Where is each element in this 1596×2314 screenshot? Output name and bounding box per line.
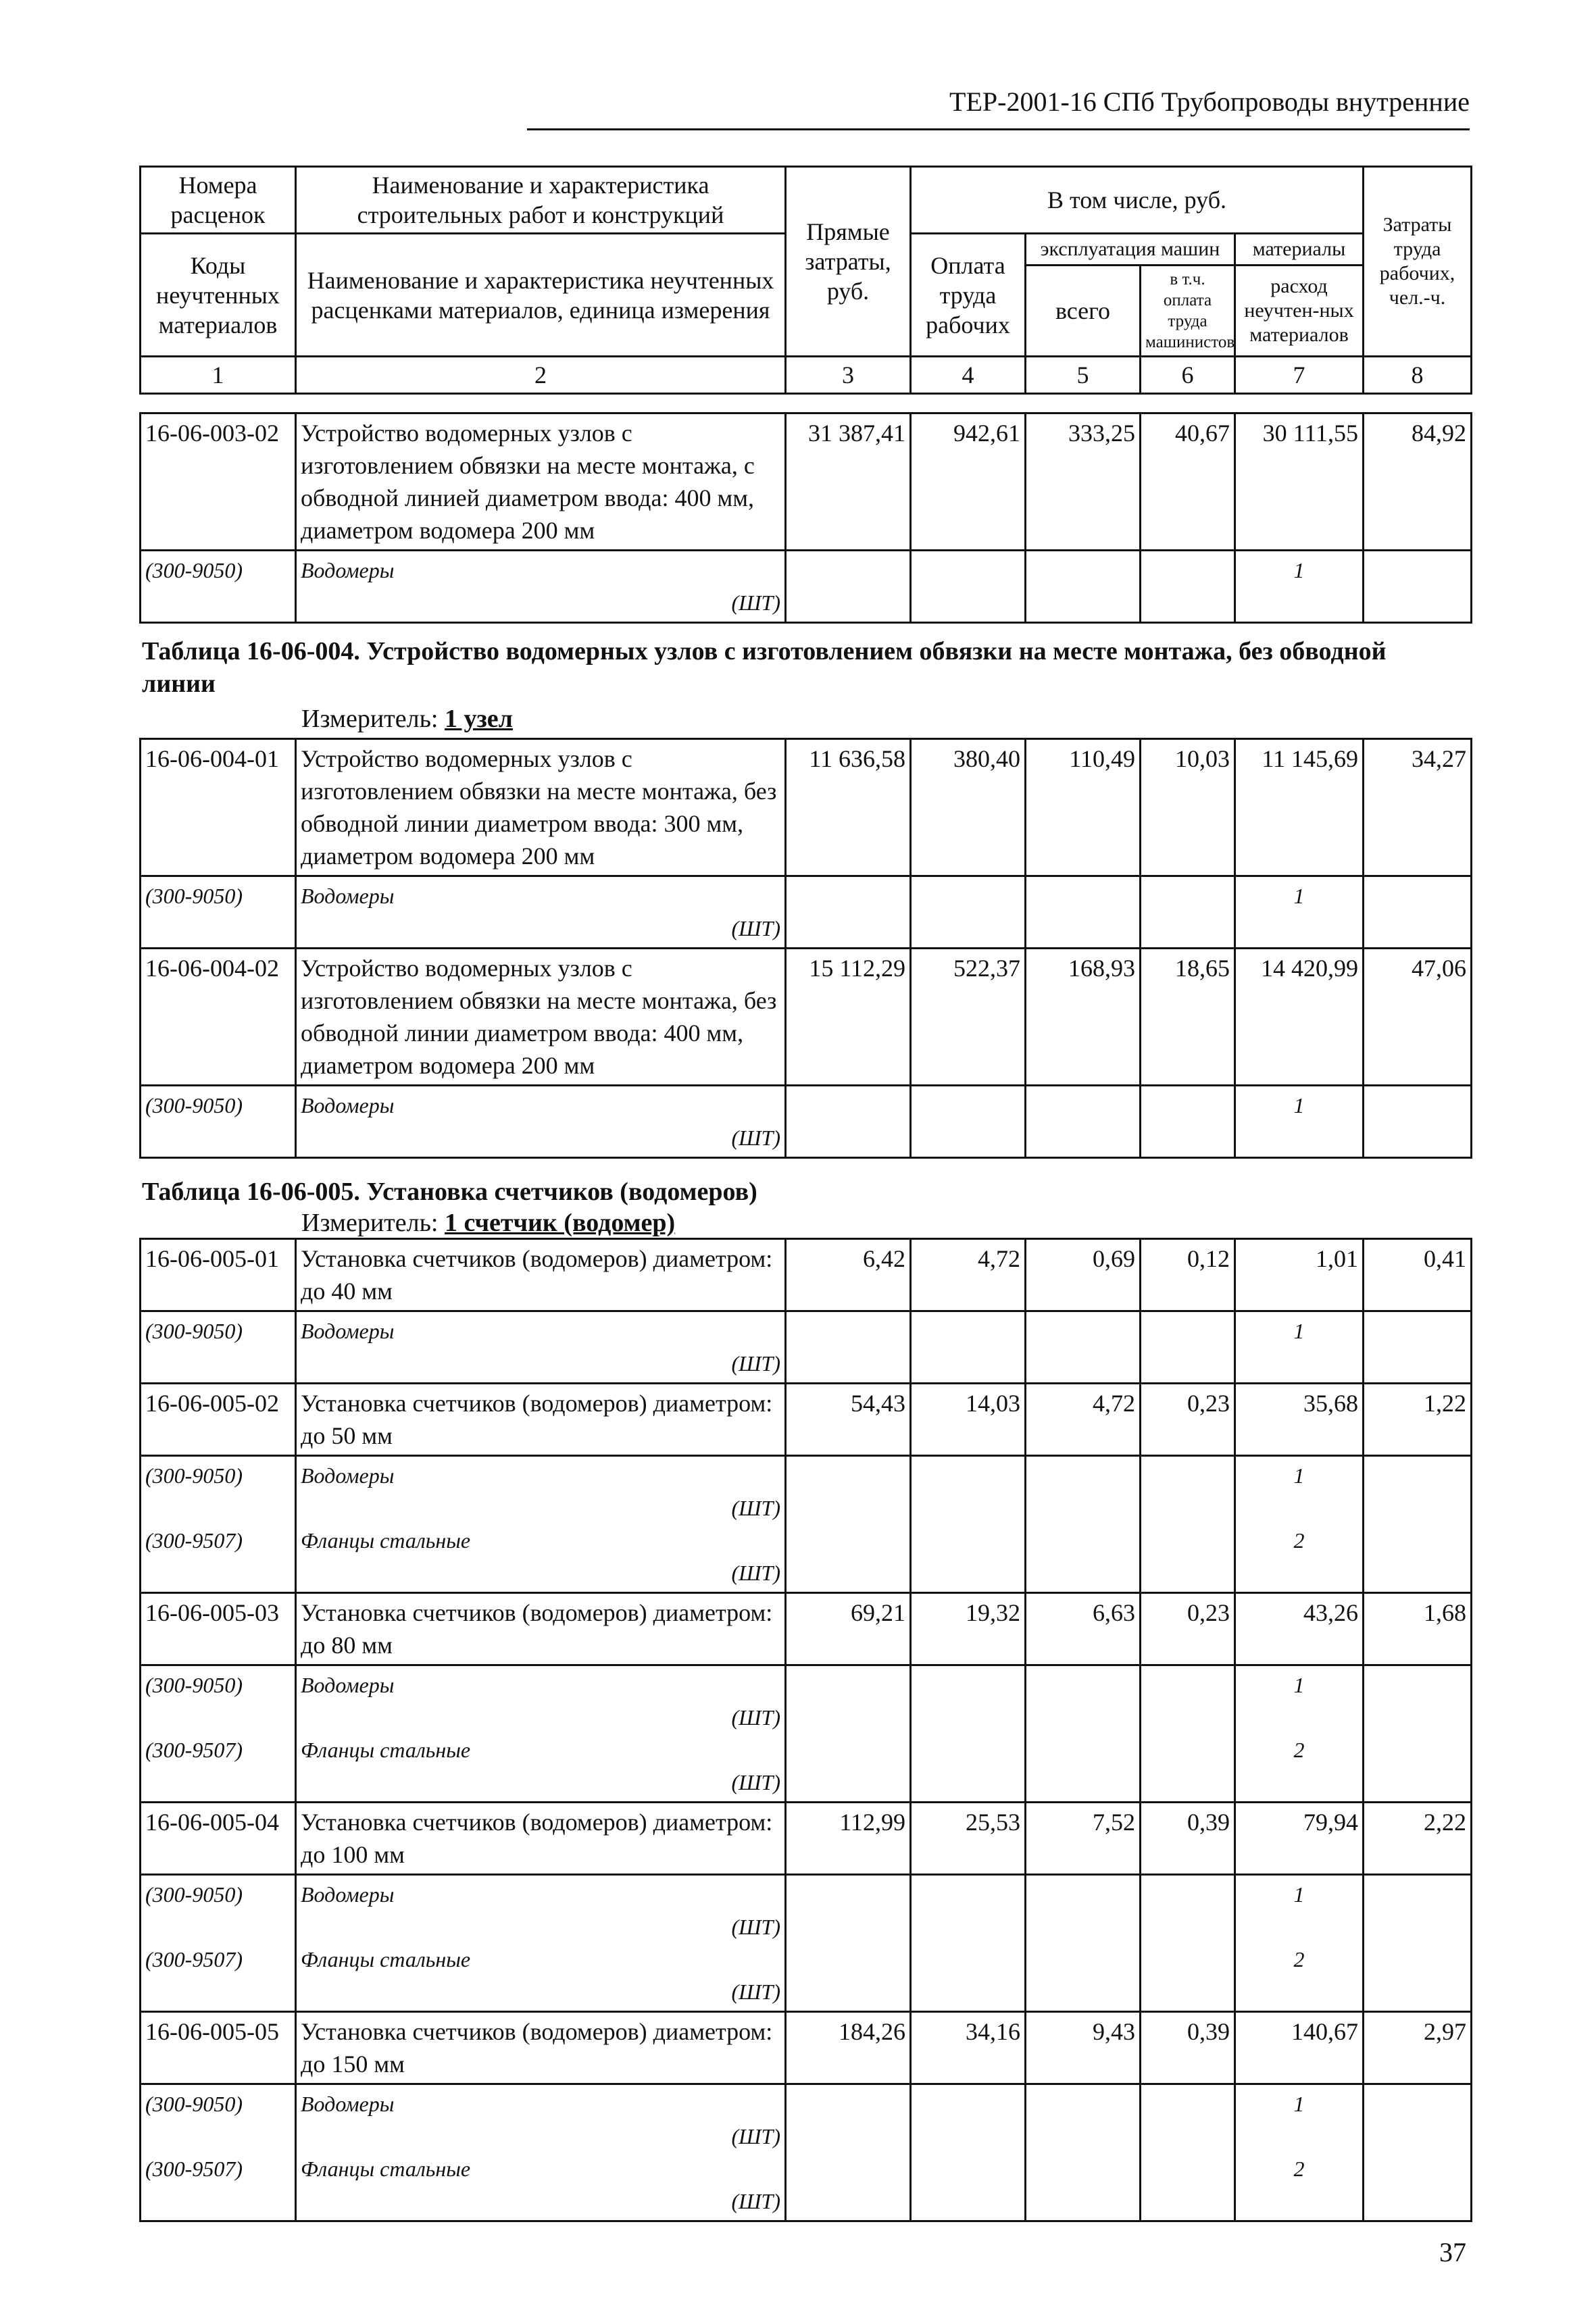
header-col-number: 8 [1364,357,1472,394]
materials-cost: 30 111,55 [1235,413,1364,551]
rate-code: 16-06-004-02 [141,949,296,1086]
labor-hours: 84,92 [1364,413,1472,551]
material-unit: (ШТ) [731,2189,780,2213]
material-code: (300-9050) [141,1311,296,1384]
rate-code: 16-06-003-02 [141,413,296,551]
header-machines-total: всего [1026,266,1141,357]
material-name: Водомеры [301,1319,395,1343]
material-row [141,1875,1472,2012]
machines-total: 7,52 [1026,1803,1141,1875]
material-quantity [1235,2084,1364,2221]
operator-pay: 0,39 [1141,2012,1235,2084]
materials-cost: 43,26 [1235,1593,1364,1665]
page-number: 37 [1439,2237,1466,2267]
labor-hours: 2,97 [1364,2012,1472,2084]
operator-pay: 10,03 [1141,739,1235,876]
machines-total: 4,72 [1026,1384,1141,1456]
material-code [141,2084,296,2221]
machines-total: 6,63 [1026,1593,1141,1665]
rate-name: Устройство водомерных узлов с изготовлением обвязки на месте монтажа, без обводной линии диаметром ввода: 400 мм, диаметром водомера 200 мм [296,949,786,1086]
material-code-2: (300-9507) [145,1947,243,1971]
operator-pay: 0,23 [1141,1384,1235,1456]
header-materials: материалы [1235,234,1364,266]
header-operator-pay: в т.ч. оплата труда машинистов [1141,266,1235,357]
header-col-number: 5 [1026,357,1141,394]
table-row [141,739,1472,876]
labor-pay: 34,16 [911,2012,1026,2084]
material-row [141,1665,1472,1803]
material-quantity-1: 1 [1293,2092,1305,2116]
labor-pay: 942,61 [911,413,1026,551]
labor-hours: 1,68 [1364,1593,1472,1665]
material-code [141,1665,296,1803]
rate-code: 16-06-005-05 [141,2012,296,2084]
labor-pay: 522,37 [911,949,1026,1086]
header-unaccounted-materials: расход неучтен-ных материалов [1235,266,1364,357]
machines-total: 333,25 [1026,413,1141,551]
table-caption: Таблица 16-06-005. Установка счетчиков (водомеров) [142,1178,757,1206]
materials-cost: 140,67 [1235,2012,1364,2084]
material-quantity [1235,1875,1364,2012]
rate-name: Устройство водомерных узлов с изготовлением обвязки на месте монтажа, без обводной линии диаметром ввода: 300 мм, диаметром водомера 200 мм [296,739,786,876]
operator-pay: 0,39 [1141,1803,1235,1875]
header-labor-pay: Оплата труда рабочих [911,234,1026,357]
materials-cost: 11 145,69 [1235,739,1364,876]
table-row [141,1239,1472,1311]
header-codes: Номера расценок [141,167,296,234]
material-name: Фланцы стальные [301,2157,471,2181]
rates-table-16-06-004 [139,738,1472,1159]
material-quantity: 1 [1235,1311,1364,1384]
header-including: В том числе, руб. [911,167,1364,234]
materials-cost: 79,94 [1235,1803,1364,1875]
rates-table-16-06-005 [139,1238,1472,2222]
material-quantity: 1 [1235,551,1364,623]
rate-name: Установка счетчиков (водомеров) диаметром: до 100 мм [296,1803,786,1875]
material-code-1: (300-9050) [145,1882,243,1907]
header-direct-costs: Прямые затраты, руб. [786,167,911,357]
machines-total: 168,93 [1026,949,1141,1086]
material-row [141,2084,1472,2221]
direct-costs: 15 112,29 [786,949,911,1086]
material-unit: (ШТ) [731,1770,780,1794]
operator-pay: 0,12 [1141,1239,1235,1311]
header-col-number: 7 [1235,357,1364,394]
materials-cost: 1,01 [1235,1239,1364,1311]
labor-hours: 47,06 [1364,949,1472,1086]
material-unit: (ШТ) [731,1496,780,1520]
table-row [141,949,1472,1086]
labor-pay: 25,53 [911,1803,1026,1875]
header-col-number: 2 [296,357,786,394]
material-quantity-1: 1 [1293,1463,1305,1488]
material-code: (300-9050) [141,876,296,949]
material-quantity-1: 1 [1293,1882,1305,1907]
labor-hours: 1,22 [1364,1384,1472,1456]
material-unit: (ШТ) [731,916,780,940]
material-code [141,1875,296,2012]
material-quantity: 1 [1235,1086,1364,1158]
material-name: Водомеры [301,1882,395,1907]
material-code-2: (300-9507) [145,1528,243,1553]
labor-hours: 34,27 [1364,739,1472,876]
labor-pay: 14,03 [911,1384,1026,1456]
rate-code: 16-06-005-01 [141,1239,296,1311]
material-unit: (ШТ) [731,1561,780,1585]
material-row [141,876,1472,949]
measure-unit [301,703,513,735]
labor-hours: 0,41 [1364,1239,1472,1311]
material-unit: (ШТ) [731,2124,780,2148]
material-code-2: (300-9507) [145,1738,243,1762]
material-name: Водомеры [301,2092,395,2116]
material-quantity-2: 2 [1293,1738,1305,1762]
operator-pay: 40,67 [1141,413,1235,551]
rate-name: Установка счетчиков (водомеров) диаметром: до 50 мм [296,1384,786,1456]
header-col-number: 4 [911,357,1026,394]
material-name: Водомеры [301,884,395,908]
header-col-number: 1 [141,357,296,394]
table-row [141,1803,1472,1875]
material-unit: (ШТ) [731,1980,780,2004]
material-name: Водомеры [301,1463,395,1488]
operator-pay: 18,65 [1141,949,1235,1086]
direct-costs: 112,99 [786,1803,911,1875]
materials-cost: 35,68 [1235,1384,1364,1456]
measure-unit [301,1207,675,1239]
material-row [141,1456,1472,1593]
table-caption: Таблица 16-06-004. Устройство водомерных узлов с изготовлением обвязки на месте монтажа, без обводной линии [142,637,1387,698]
direct-costs: 6,42 [786,1239,911,1311]
material-unit: (ШТ) [731,1705,780,1730]
direct-costs: 11 636,58 [786,739,911,876]
table-row [141,1593,1472,1665]
rate-code: 16-06-004-01 [141,739,296,876]
material-code-1: (300-9050) [145,1673,243,1697]
materials-cost: 14 420,99 [1235,949,1364,1086]
material-unit: (ШТ) [731,590,780,615]
table-row [141,413,1472,551]
direct-costs: 31 387,41 [786,413,911,551]
direct-costs: 184,26 [786,2012,911,2084]
header-material-names: Наименование и характеристика неучтенных расценками материалов, единица измерения [296,234,786,357]
material-quantity-2: 2 [1293,2157,1305,2181]
machines-total: 9,43 [1026,2012,1141,2084]
rate-name: Установка счетчиков (водомеров) диаметром: до 150 мм [296,2012,786,2084]
material-quantity [1235,1456,1364,1593]
material-name: Водомеры [301,1673,395,1697]
material-quantity: 1 [1235,876,1364,949]
material-code: (300-9050) [141,551,296,623]
measure-value: 1 узел [445,705,513,733]
material-name: Водомеры [301,1093,395,1117]
header-col-number: 6 [1141,357,1235,394]
material-quantity-1: 1 [1293,1673,1305,1697]
material-quantity-2: 2 [1293,1947,1305,1971]
material-row [141,551,1472,623]
material-row [141,1086,1472,1158]
header-material-codes: Коды неучтенных материалов [141,234,296,357]
labor-pay: 4,72 [911,1239,1026,1311]
material-code [141,1456,296,1593]
material-unit: (ШТ) [731,1915,780,1939]
rate-code: 16-06-005-04 [141,1803,296,1875]
measure-value: 1 счетчик (водомер) [445,1209,676,1237]
material-unit: (ШТ) [731,1351,780,1376]
labor-pay: 19,32 [911,1593,1026,1665]
header-name: Наименование и характеристика строительных работ и конструкций [296,167,786,234]
material-code-1: (300-9050) [145,2092,243,2116]
running-head: ТЕР-2001-16 СПб Трубопроводы внутренние [527,82,1470,130]
rate-name: Установка счетчиков (водомеров) диаметром: до 40 мм [296,1239,786,1311]
measure-label: Измеритель: [301,1209,439,1237]
material-name: Фланцы стальные [301,1738,471,1762]
material-unit: (ШТ) [731,1126,780,1150]
rate-name: Установка счетчиков (водомеров) диаметром: до 80 мм [296,1593,786,1665]
material-quantity-2: 2 [1293,1528,1305,1553]
rate-name: Устройство водомерных узлов с изготовлением обвязки на месте монтажа, с обводной линией диаметром ввода: 400 мм, диаметром водомера 200 мм [296,413,786,551]
table-row [141,2012,1472,2084]
header-col-number: 3 [786,357,911,394]
header-machines: эксплуатация машин [1026,234,1235,266]
labor-pay: 380,40 [911,739,1026,876]
rate-code: 16-06-005-02 [141,1384,296,1456]
table-row [141,1384,1472,1456]
column-header-table [139,166,1472,395]
material-row [141,1311,1472,1384]
material-code-2: (300-9507) [145,2157,243,2181]
material-name: Водомеры [301,558,395,582]
measure-label: Измеритель: [301,705,439,733]
rates-table-16-06-003 [139,412,1472,624]
material-name: Фланцы стальные [301,1947,471,1971]
direct-costs: 54,43 [786,1384,911,1456]
material-quantity [1235,1665,1364,1803]
rate-code: 16-06-005-03 [141,1593,296,1665]
machines-total: 110,49 [1026,739,1141,876]
labor-hours: 2,22 [1364,1803,1472,1875]
header-labor-hours: Затраты труда рабочих, чел.-ч. [1364,167,1472,357]
direct-costs: 69,21 [786,1593,911,1665]
material-code: (300-9050) [141,1086,296,1158]
operator-pay: 0,23 [1141,1593,1235,1665]
machines-total: 0,69 [1026,1239,1141,1311]
material-name: Фланцы стальные [301,1528,471,1553]
material-code-1: (300-9050) [145,1463,243,1488]
